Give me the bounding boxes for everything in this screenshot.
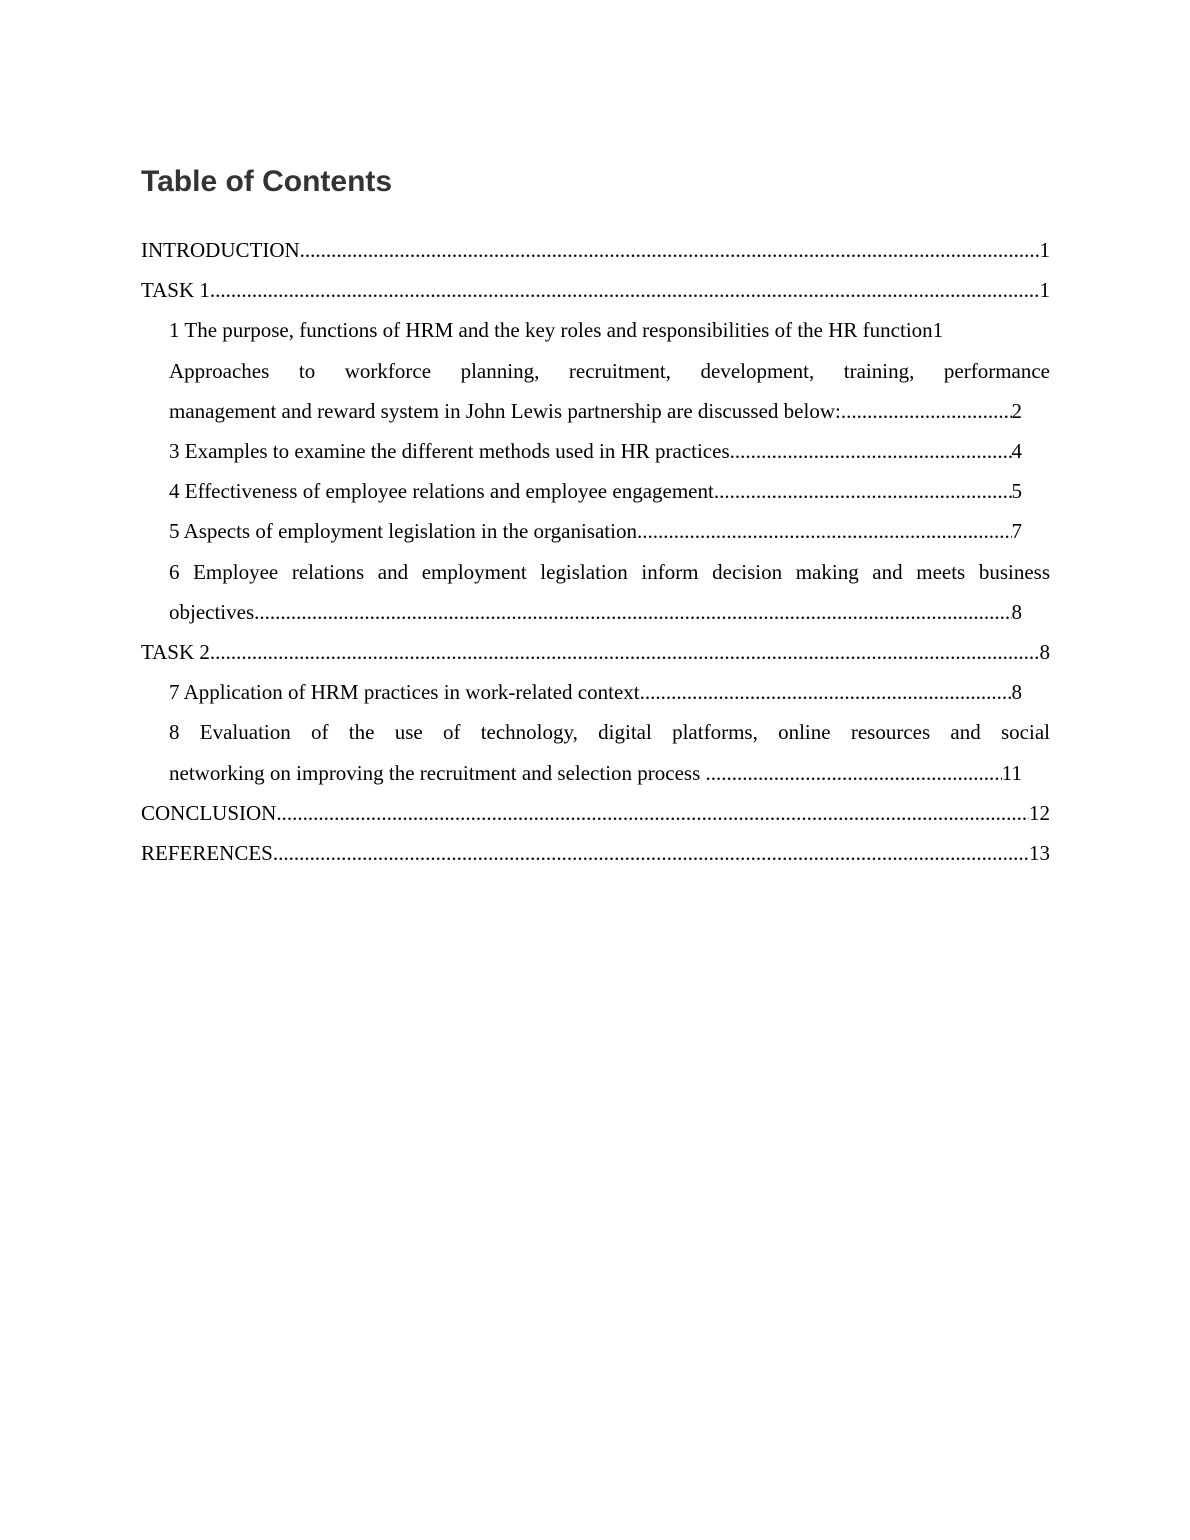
- toc-entry-text-line1: 6 Employee relations and employment legislation inform decision making and meets business: [169, 559, 1050, 584]
- toc-page-number: 1: [1039, 278, 1050, 303]
- dot-leader: [714, 471, 1012, 511]
- toc-page-number: 7: [1011, 519, 1022, 544]
- toc-entry-text: CONCLUSION: [141, 800, 277, 825]
- toc-page-number: 12: [1029, 800, 1050, 825]
- dot-leader: [637, 511, 1012, 551]
- toc-entry-text-line2: management and reward system in John Lewis partnership are discussed below:: [169, 398, 841, 423]
- toc-entry-conclusion[interactable]: [141, 793, 1050, 833]
- dot-leader: [300, 230, 1040, 270]
- toc-entry-decision-making-objectives[interactable]: [141, 552, 1050, 632]
- dot-leader: [276, 793, 1029, 833]
- toc-entry-approaches-workforce-planning[interactable]: [141, 351, 1050, 431]
- dot-leader: [254, 592, 1011, 632]
- toc-entry-employment-legislation[interactable]: [141, 511, 1050, 551]
- toc-entry-text: INTRODUCTION: [141, 238, 300, 262]
- document-page: [141, 160, 1050, 873]
- dot-leader: [273, 833, 1029, 873]
- toc-page-number: 1: [932, 318, 944, 343]
- toc-entry-text-line2: objectives: [169, 599, 255, 624]
- dot-leader: [210, 632, 1040, 672]
- dot-leader: [640, 672, 1012, 712]
- toc-entry-introduction[interactable]: [141, 230, 1050, 270]
- toc-entry-application-hrm-practices[interactable]: [141, 672, 1050, 712]
- toc-entry-text-line1: 8 Evaluation of the use of technology, digital platforms, online resources and social: [169, 720, 1050, 745]
- toc-page-number: 13: [1029, 841, 1050, 866]
- toc-page-number: 4: [1011, 439, 1022, 464]
- dot-leader: [730, 431, 1012, 471]
- toc-entry-text: 5 Aspects of employment legislation in the organisation: [169, 519, 637, 544]
- toc-page-number: 8: [1011, 599, 1022, 624]
- toc-page-number: 1: [1039, 238, 1050, 262]
- toc-entry-text: REFERENCES: [141, 841, 273, 866]
- dot-leader: [210, 270, 1040, 310]
- toc-entry-text: 7 Application of HRM practices in work-related context: [169, 680, 640, 705]
- toc-title: Table of Contents: [141, 165, 393, 198]
- toc-entry-references[interactable]: [141, 833, 1050, 873]
- toc-entry-text: 4 Effectiveness of employee relations and employee engagement: [169, 479, 714, 504]
- toc-entry-task-1[interactable]: [141, 270, 1050, 310]
- toc-entry-text-line2: networking on improving the recruitment and selection process: [169, 760, 706, 785]
- toc-page-number: 11: [1001, 760, 1022, 785]
- toc-entry-examples-hr-methods[interactable]: [141, 431, 1050, 471]
- toc-entry-text: 3 Examples to examine the different methods used in HR practices: [169, 439, 730, 464]
- toc-entry-text: TASK 1: [141, 278, 210, 303]
- toc-entry-task-2[interactable]: [141, 632, 1050, 672]
- toc-entry-evaluation-technology[interactable]: [141, 712, 1050, 792]
- toc-entry-text: TASK 2: [141, 640, 210, 665]
- toc-page-number: 8: [1011, 680, 1022, 705]
- toc-entry-text-line1: Approaches to workforce planning, recruitment, development, training, performance: [169, 358, 1050, 383]
- toc-page-number: 5: [1011, 479, 1022, 504]
- toc-entry-employee-relations-engagement[interactable]: [141, 471, 1050, 511]
- toc-entry-purpose-functions-hrm[interactable]: [141, 310, 1050, 350]
- dot-leader: [706, 753, 1002, 793]
- toc-page-number: 8: [1039, 640, 1050, 665]
- dot-leader: [841, 391, 1012, 431]
- toc-entry-text: 1 The purpose, functions of HRM and the key roles and responsibilities of the HR function: [169, 318, 933, 343]
- toc-page-number: 2: [1011, 398, 1022, 423]
